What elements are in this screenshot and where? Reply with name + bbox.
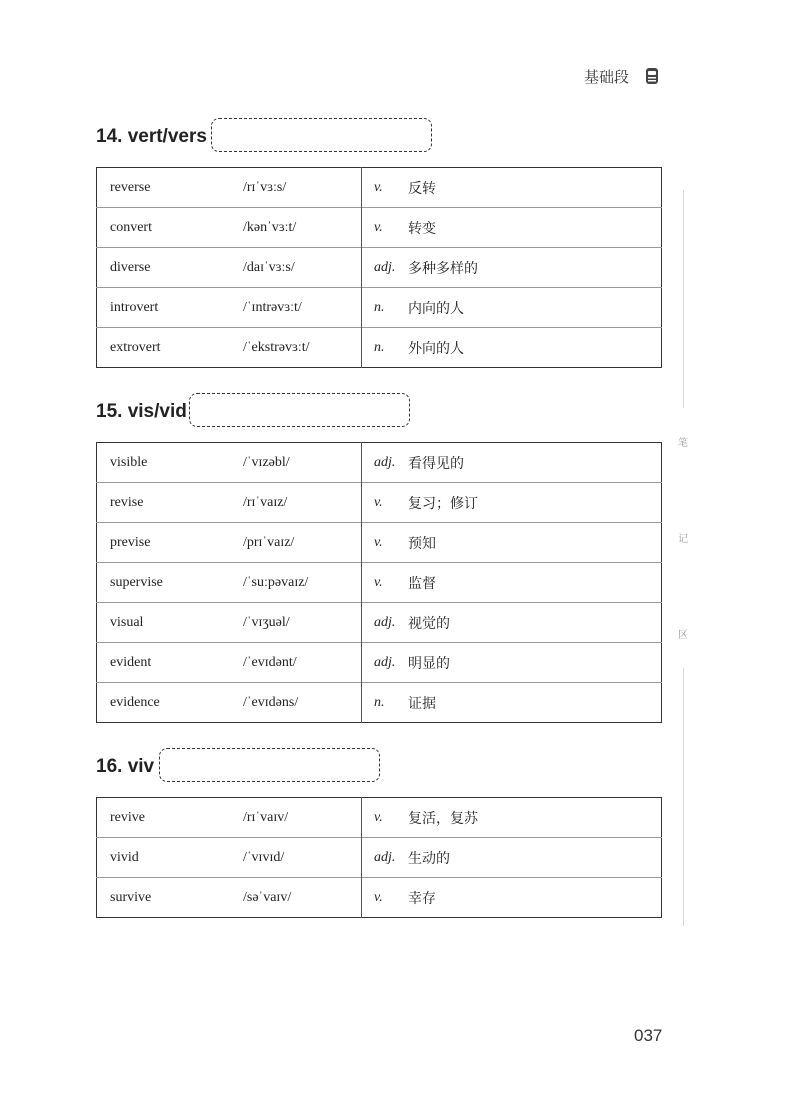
word: survive bbox=[97, 878, 244, 918]
word: visual bbox=[97, 603, 244, 643]
meaning: 监督 bbox=[408, 563, 662, 603]
section-title-14: 14. vert/vers bbox=[96, 126, 207, 147]
table-row bbox=[97, 878, 662, 918]
part-of-speech: n. bbox=[362, 683, 409, 723]
part-of-speech: v. bbox=[374, 179, 383, 195]
part-of-speech: v. bbox=[362, 483, 409, 523]
meaning: 复习；修订 bbox=[408, 483, 662, 523]
section-title-16: 16. viv bbox=[96, 756, 155, 777]
answer-box-15[interactable] bbox=[189, 393, 410, 427]
part-of-speech: v. bbox=[362, 563, 409, 603]
answer-box-16[interactable] bbox=[159, 748, 380, 782]
part-of-speech: adj. bbox=[362, 643, 409, 683]
meaning: 证据 bbox=[408, 683, 662, 723]
part-of-speech: v. bbox=[374, 809, 383, 825]
word: previse bbox=[97, 523, 244, 563]
word: visible bbox=[110, 454, 148, 470]
meaning: 幸存 bbox=[408, 878, 662, 918]
word: evidence bbox=[97, 683, 244, 723]
meaning: 外向的人 bbox=[408, 328, 662, 368]
phonetic: /ˈevɪdənt/ bbox=[243, 643, 362, 683]
note-area-char-3: 区 bbox=[678, 630, 688, 641]
word: diverse bbox=[97, 248, 244, 288]
phonetic: /kənˈvɜːt/ bbox=[243, 208, 362, 248]
page-number: 037 bbox=[634, 1026, 663, 1045]
part-of-speech: n. bbox=[362, 288, 409, 328]
word: extrovert bbox=[97, 328, 244, 368]
phonetic: /rɪˈvɜːs/ bbox=[243, 168, 362, 208]
part-of-speech: adj. bbox=[362, 838, 409, 878]
table-row bbox=[97, 603, 662, 643]
meaning: 看得见的 bbox=[408, 455, 464, 472]
word: convert bbox=[97, 208, 244, 248]
answer-box-14[interactable] bbox=[211, 118, 432, 152]
phonetic: /rɪˈvaɪv/ bbox=[243, 798, 362, 838]
table-row bbox=[97, 563, 662, 603]
note-area-char-2: 记 bbox=[678, 534, 688, 545]
part-of-speech: adj. bbox=[362, 248, 409, 288]
phonetic: /ˈsuːpəvaɪz/ bbox=[243, 563, 362, 603]
part-of-speech: v. bbox=[362, 878, 409, 918]
word: revise bbox=[97, 483, 244, 523]
phonetic: /ˈɪntrəvɜːt/ bbox=[243, 288, 362, 328]
meaning: 反转 bbox=[408, 180, 436, 197]
word: vivid bbox=[97, 838, 244, 878]
vocab-table-16 bbox=[96, 797, 662, 918]
margin-rule-top bbox=[683, 190, 684, 408]
meaning: 复活，复苏 bbox=[408, 810, 478, 827]
table-row bbox=[97, 443, 662, 483]
phonetic: /ˈvɪzəbl/ bbox=[243, 443, 362, 483]
book-icon bbox=[645, 67, 659, 85]
meaning: 明显的 bbox=[408, 643, 662, 683]
word: reverse bbox=[110, 179, 151, 195]
table-row bbox=[97, 683, 662, 723]
margin-rule-bottom bbox=[683, 668, 684, 926]
meaning: 多种多样的 bbox=[408, 248, 662, 288]
phonetic: /səˈvaɪv/ bbox=[243, 878, 362, 918]
part-of-speech: v. bbox=[362, 523, 409, 563]
table-row bbox=[97, 798, 662, 838]
meaning: 生动的 bbox=[408, 838, 662, 878]
word: supervise bbox=[97, 563, 244, 603]
word: introvert bbox=[97, 288, 244, 328]
part-of-speech: adj. bbox=[374, 454, 396, 470]
phonetic: /ˈekstrəvɜːt/ bbox=[243, 328, 362, 368]
table-row bbox=[97, 168, 662, 208]
phonetic: /ˈevɪdəns/ bbox=[243, 683, 362, 723]
chapter-label: 基础段 bbox=[584, 68, 630, 86]
table-row bbox=[97, 288, 662, 328]
part-of-speech: n. bbox=[362, 328, 409, 368]
word: revive bbox=[110, 809, 145, 825]
phonetic: /ˈvɪʒuəl/ bbox=[243, 603, 362, 643]
table-row bbox=[97, 328, 662, 368]
phonetic: /prɪˈvaɪz/ bbox=[243, 523, 362, 563]
table-row bbox=[97, 248, 662, 288]
section-title-15: 15. vis/vid bbox=[96, 401, 187, 422]
vocab-table-15 bbox=[96, 442, 662, 723]
meaning: 转变 bbox=[408, 208, 662, 248]
part-of-speech: adj. bbox=[362, 603, 409, 643]
word: evident bbox=[97, 643, 244, 683]
vocab-table-14 bbox=[96, 167, 662, 368]
table-row bbox=[97, 523, 662, 563]
meaning: 预知 bbox=[408, 523, 662, 563]
part-of-speech: v. bbox=[362, 208, 409, 248]
table-row bbox=[97, 208, 662, 248]
table-row bbox=[97, 483, 662, 523]
note-area-char-1: 笔 bbox=[678, 438, 688, 449]
phonetic: /daɪˈvɜːs/ bbox=[243, 248, 362, 288]
meaning: 内向的人 bbox=[408, 288, 662, 328]
phonetic: /rɪˈvaɪz/ bbox=[243, 483, 362, 523]
meaning: 视觉的 bbox=[408, 603, 662, 643]
table-row bbox=[97, 643, 662, 683]
phonetic: /ˈvɪvɪd/ bbox=[243, 838, 362, 878]
table-row bbox=[97, 838, 662, 878]
